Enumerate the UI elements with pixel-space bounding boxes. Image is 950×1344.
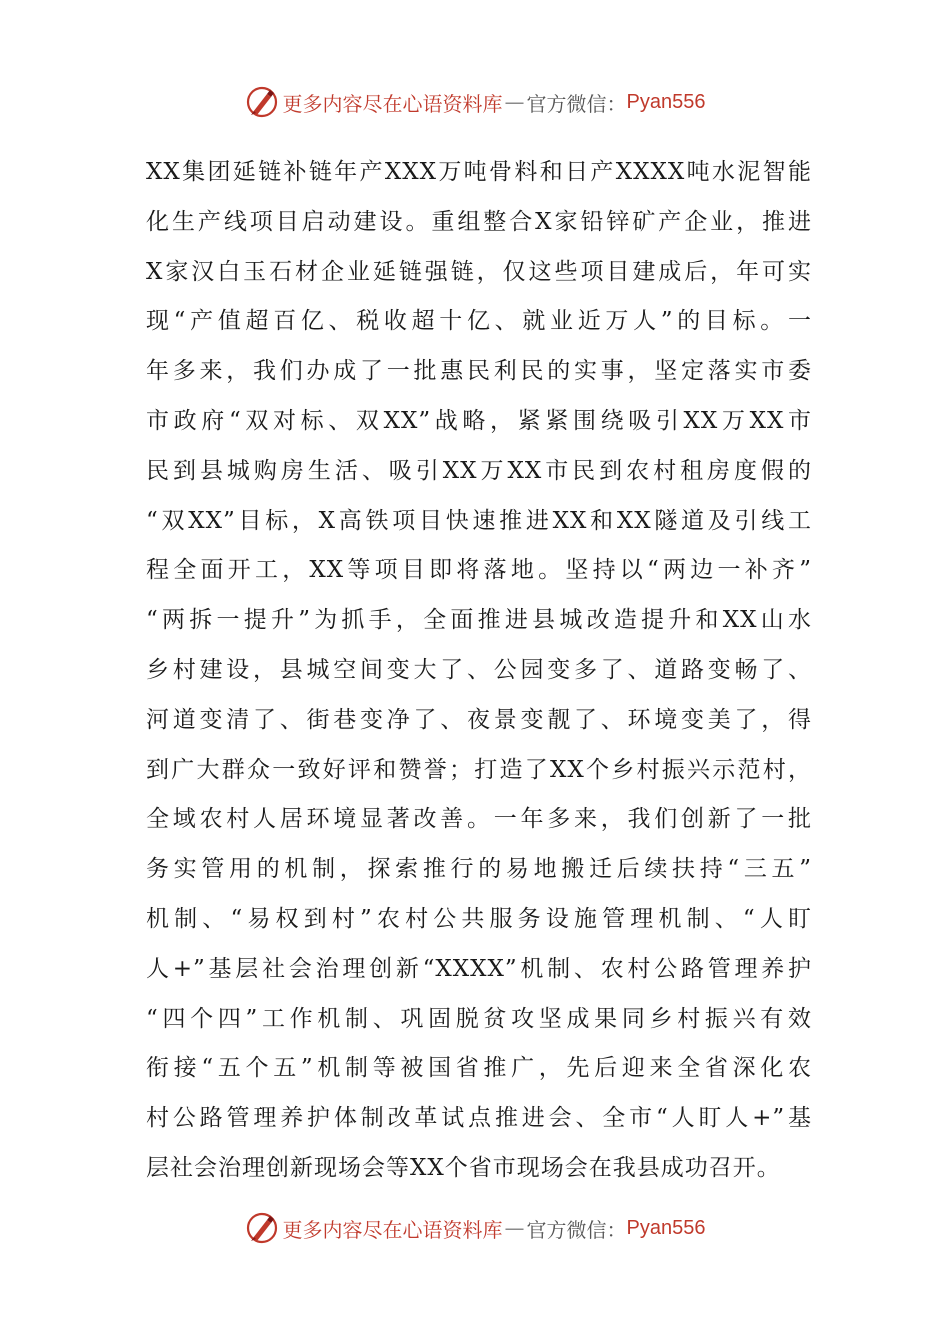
text-line: 人+”基层社会治理创新“XXXX”机制、农村公路管理养护: [146, 955, 812, 982]
text-line: 务实管用的机制，探索推行的易地搬迁后续扶持“三五”: [146, 856, 812, 883]
text-line: 化生产线项目启动建设。重组整合X家铅锌矿产企业，推进: [146, 208, 812, 235]
watermark-dash: —: [504, 1216, 525, 1240]
footer-watermark: [0, 1208, 950, 1248]
text-line: 到广大群众一致好评和赞誉；打造了XX个乡村振兴示范村，: [146, 756, 812, 783]
text-line: “两拆一提升”为抓手，全面推进县城改造提升和XX山水: [146, 607, 812, 634]
watermark-title: 更多内容尽在心语资料库: [282, 91, 503, 116]
text-line: 河道变清了、街巷变净了、夜景变靓了、环境变美了，得: [146, 706, 812, 733]
watermark-title: 更多内容尽在心语资料库: [282, 1217, 503, 1242]
header-watermark: [0, 82, 950, 122]
text-line: 层社会治理创新现场会等XX个省市现场会在我县成功召开。: [146, 1154, 781, 1181]
watermark-wechat-id: Pyan556: [626, 90, 706, 113]
text-line: “四个四”工作机制、巩固脱贫攻坚成果同乡村振兴有效: [146, 1005, 812, 1032]
watermark-wechat-id: Pyan556: [626, 1216, 706, 1239]
text-line: 市政府“双对标、双XX”战略，紧紧围绕吸引XX万XX市: [146, 407, 812, 434]
watermark-wechat-label: 官方微信：: [526, 1217, 627, 1242]
text-line: 全域农村人居环境显著改善。一年多来，我们创新了一批: [146, 806, 812, 833]
watermark-dash: —: [504, 90, 525, 114]
text-line: XX集团延链补链年产XXX万吨骨料和日产XXXX吨水泥智能: [146, 159, 812, 185]
pen-logo-icon: [245, 1211, 279, 1245]
watermark-wechat-label: 官方微信：: [526, 91, 627, 116]
text-line: 现“产值超百亿、税收超十亿、就业近万人”的目标。一: [146, 308, 812, 335]
text-line: X家汉白玉石材企业延链强链，仅这些项目建成后，年可实: [146, 258, 812, 285]
text-line: 民到县城购房生活、吸引XX万XX市民到农村租房度假的: [146, 457, 812, 484]
text-line: 年多来，我们办成了一批惠民利民的实事，坚定落实市委: [146, 358, 812, 385]
text-line: 村公路管理养护体制改革试点推进会、全市“人盯人+”基: [146, 1105, 812, 1132]
pen-logo-icon: [245, 85, 279, 119]
text-line: 乡村建设，县城空间变大了、公园变多了、道路变畅了、: [146, 656, 812, 683]
text-line: “双XX”目标，X高铁项目快速推进XX和XX隧道及引线工: [146, 507, 812, 534]
text-line: 程全面开工，XX等项目即将落地。坚持以“两边一补齐”: [146, 557, 812, 584]
text-line: 机制、“易权到村”农村公共服务设施管理机制、“人盯: [146, 905, 812, 932]
document-body: [146, 148, 812, 1194]
text-line: 衔接“五个五”机制等被国省推广，先后迎来全省深化农: [146, 1055, 812, 1082]
